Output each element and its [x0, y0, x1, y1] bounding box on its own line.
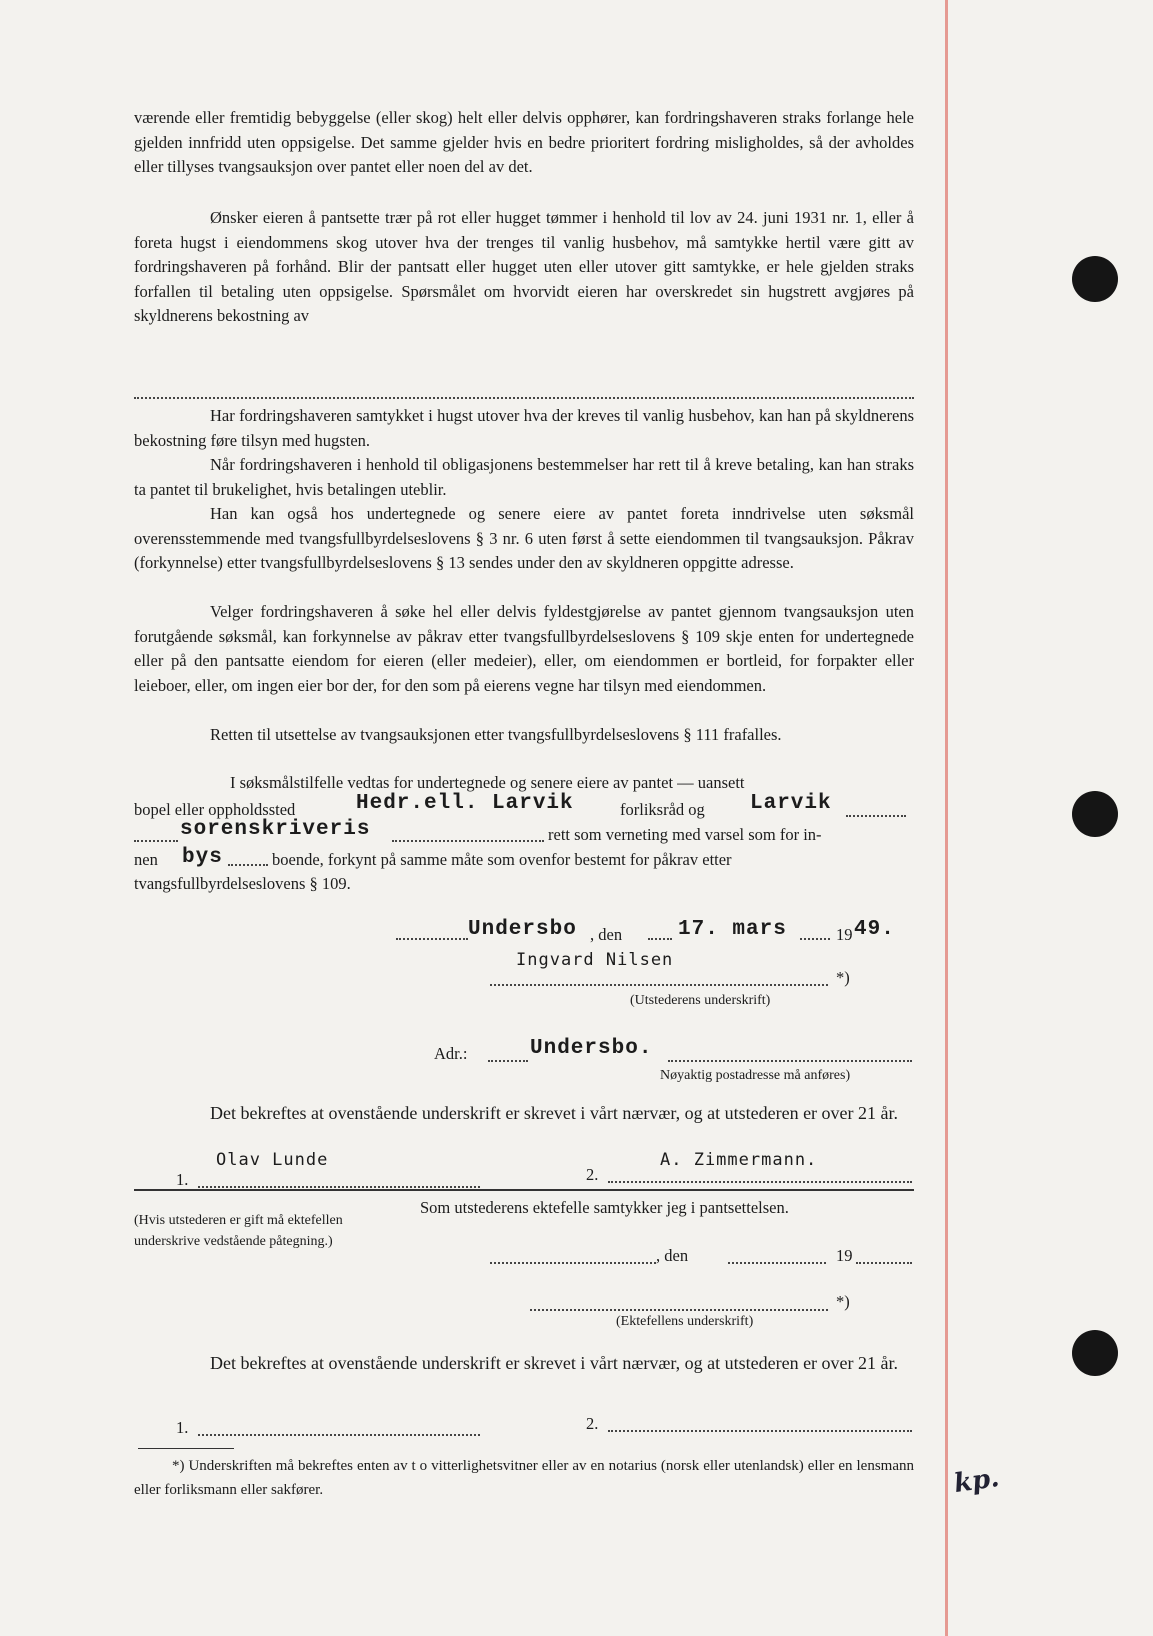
venue-bopel: bopel eller oppholdssted: [134, 800, 296, 819]
dotted-fill: [800, 938, 830, 940]
witness-num-1: 1.: [176, 1418, 189, 1437]
typed-witness-2: A. Zimmermann.: [660, 1150, 818, 1170]
paragraph-4: Når fordringshaveren i henhold til obligasjonens bestemmelser har rett til å kreve betaling, kan han straks ta pantet til brukelighet, hvis betalingen uteblir.: [134, 455, 914, 499]
paragraph-5: Han kan også hos undertegnede og senere eiere av pantet foreta inndrivelse uten søksmål overensstemmende med tvangsfullbyrdelseslovens § 3 nr. 6 uten først å sette eiendommen til tvangsauksjon. Påkrav (forkynnelse) etter tvangsfullbyrdelseslovens § 13 sendes under den av skyldneren oppgitte adresse.: [134, 504, 914, 573]
paragraph-7: Retten til utsettelse av tvangsauksjonen etter tvangsfullbyrdelseslovens § 111 frafalles.: [210, 725, 782, 744]
typed-bys: bys: [182, 846, 223, 869]
punch-hole: [1072, 1330, 1118, 1376]
dotted-fill: [648, 938, 672, 940]
typed-year: 49.: [854, 918, 895, 941]
date-year-prefix: 19: [836, 925, 853, 944]
witness-signature-line: [608, 1430, 912, 1432]
spouse-caption: (Ektefellens underskrift): [616, 1314, 754, 1329]
witness-signature-line: [198, 1186, 480, 1188]
issuer-caption: (Utstederens underskrift): [630, 993, 771, 1008]
venue-final: tvangsfullbyrdelseslovens § 109.: [134, 874, 351, 893]
date-den: , den: [590, 925, 623, 944]
witness-num-1: 1.: [176, 1170, 189, 1189]
venue-intro: I søksmålstilfelle vedtas for undertegnede og senere eiere av pantet — uansett: [230, 773, 745, 792]
address-caption: Nøyaktig postadresse må anføres): [660, 1068, 851, 1083]
dotted-fill: [488, 1060, 528, 1062]
hugst-dotted-line: [134, 397, 914, 399]
typed-issuer-name: Ingvard Nilsen: [516, 950, 674, 970]
witness-signature-line: [198, 1434, 480, 1436]
address-label: Adr.:: [434, 1044, 468, 1063]
witness-num-2: 2.: [586, 1165, 599, 1184]
typed-place-2: Larvik: [750, 792, 832, 815]
dotted-fill: [134, 840, 178, 842]
typed-day-month: 17. mars: [678, 918, 787, 941]
typed-court: sorenskriveris: [180, 818, 371, 841]
handwritten-initials: kp.: [952, 1462, 1002, 1500]
dotted-fill: [396, 938, 468, 940]
typed-place-1: Hedr.ell. Larvik: [356, 792, 574, 815]
footnote: *) Underskriften må bekreftes enten av t o vitterlighetsvitner eller av en notarius (norsk eller utenlandsk) eller en lensmann eller forliksmann eller sakfører.: [134, 1458, 914, 1498]
spouse-place-line: [490, 1262, 656, 1264]
witness-text-1: Det bekreftes at ovenstående underskrift er skrevet i vårt nærvær, og at utstederen er over 21 år.: [210, 1103, 899, 1123]
divider: [134, 1189, 914, 1191]
spouse-signature-line: [530, 1309, 828, 1311]
spouse-consent: Som utstederens ektefelle samtykker jeg i pantsettelsen.: [420, 1198, 789, 1217]
typed-witness-1: Olav Lunde: [216, 1150, 329, 1170]
dotted-fill: [228, 864, 268, 866]
dotted-fill: [856, 1262, 912, 1264]
spouse-den: , den: [656, 1246, 689, 1265]
venue-rett-text: rett som verneting med varsel som for in-: [548, 825, 822, 844]
footnote-rule: [138, 1448, 234, 1449]
dotted-fill: [668, 1060, 912, 1062]
spouse-year: 19: [836, 1246, 853, 1265]
dotted-fill: [392, 840, 544, 842]
dotted-fill: [846, 815, 906, 817]
venue-nen: nen: [134, 850, 158, 869]
paragraph-2: Ønsker eieren å pantsette trær på rot eller hugget tømmer i henhold til lov av 24. juni 1931 nr. 1, eller å foreta hugst i eiendommens skog utover hva der trenges til vanlig husbehov, må samtykke hertil være gitt av fordringshaveren på forhånd. Blir der pantsatt eller hugget uten eller utover gitt samtykke, er hele gjelden straks forfallen til betaling uten oppsigelse. Spørsmålet om hvorvidt eieren har overskredet sin hugstrett avgjøres på skyldnerens bekostning av: [134, 208, 914, 326]
venue-forliksrad: forliksråd og: [620, 800, 705, 819]
asterisk-note: *): [836, 1292, 850, 1311]
venue-boende-text: boende, forkynt på samme måte som ovenfor bestemt for påkrav etter: [272, 850, 732, 869]
asterisk-note: *): [836, 968, 850, 987]
typed-address: Undersbo.: [530, 1037, 653, 1060]
paragraph-6: Velger fordringshaveren å søke hel eller delvis fyldestgjørelse av pantet gjennom tvangsauksjon uten forutgående søksmål, kan forkynnelse av påkrav etter tvangsfullbyrdelseslovens § 109 skje enten for undertegnede eller på den pantsatte eiendom for eieren (eller medeier), eller, om eiendommen er bortleid, for forpakter eller leieboer, eller, om ingen eier bor der, for den som på eierens vegne har tilsyn med eiendommen.: [134, 602, 914, 695]
punch-hole: [1072, 256, 1118, 302]
issuer-signature-line: [490, 984, 828, 986]
margin-line: [945, 0, 948, 1636]
paragraph-3: Har fordringshaveren samtykket i hugst utover hva der kreves til vanlig husbehov, kan han på skyldnerens bekostning føre tilsyn med hugsten.: [134, 406, 914, 450]
typed-date-place: Undersbo: [468, 918, 577, 941]
punch-hole: [1072, 791, 1118, 837]
witness-signature-line: [608, 1181, 912, 1183]
paragraph-1: værende eller fremtidig bebyggelse (eller skog) helt eller delvis opphører, kan fordringshaveren straks forlange hele gjelden innfridd uten oppsigelse. Det samme gjelder hvis en bedre prioritert fordring misligholdes, så der avholdes eller tillyses tvangsauksjon over pantet eller noen del av det.: [134, 108, 914, 177]
witness-num-2: 2.: [586, 1414, 599, 1433]
witness-text-2: Det bekreftes at ovenstående underskrift er skrevet i vårt nærvær, og at utstederen er over 21 år.: [210, 1353, 899, 1373]
spouse-date-line: [728, 1262, 826, 1264]
spouse-side-note: (Hvis utstederen er gift må ektefellen underskrive vedstående påtegning.): [134, 1213, 343, 1249]
